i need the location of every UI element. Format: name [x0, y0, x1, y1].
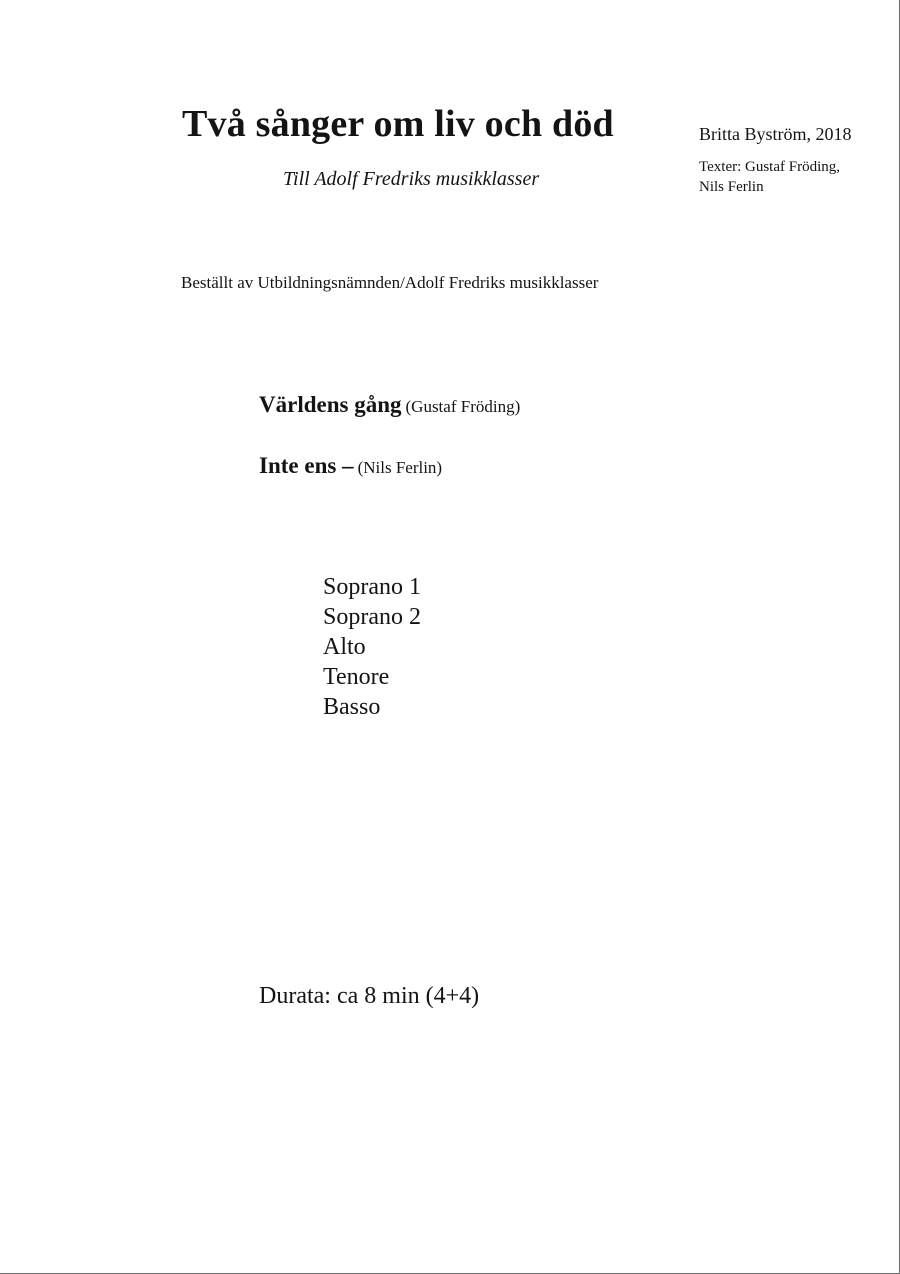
commission-note: Beställt av Utbildningsnämnden/Adolf Fredriks musikklasser [181, 273, 599, 292]
dedication: Till Adolf Fredriks musikklasser [283, 168, 540, 190]
voice-item: Alto [323, 634, 366, 660]
song-entry [259, 392, 520, 418]
voice-item: Soprano 1 [323, 574, 421, 600]
page-title: Två sånger om liv och död [182, 103, 614, 145]
voice-item: Soprano 2 [323, 604, 421, 630]
song-author: (Gustaf Fröding) [405, 397, 521, 416]
voice-item: Basso [323, 694, 381, 720]
song-entry [259, 453, 442, 479]
voice-list [323, 572, 421, 722]
lyricist-credit-line-2: Nils Ferlin [699, 179, 764, 195]
lyricist-credit [699, 157, 840, 197]
song-author: (Nils Ferlin) [357, 458, 443, 477]
composer-credit: Britta Byström, 2018 [699, 124, 852, 144]
voice-item: Tenore [323, 664, 390, 690]
lyricist-credit-line-1: Texter: Gustaf Fröding, [699, 159, 841, 175]
song-title: Inte ens – [259, 453, 354, 478]
duration-note: Durata: ca 8 min (4+4) [259, 983, 480, 1009]
song-title: Världens gång [259, 392, 402, 417]
